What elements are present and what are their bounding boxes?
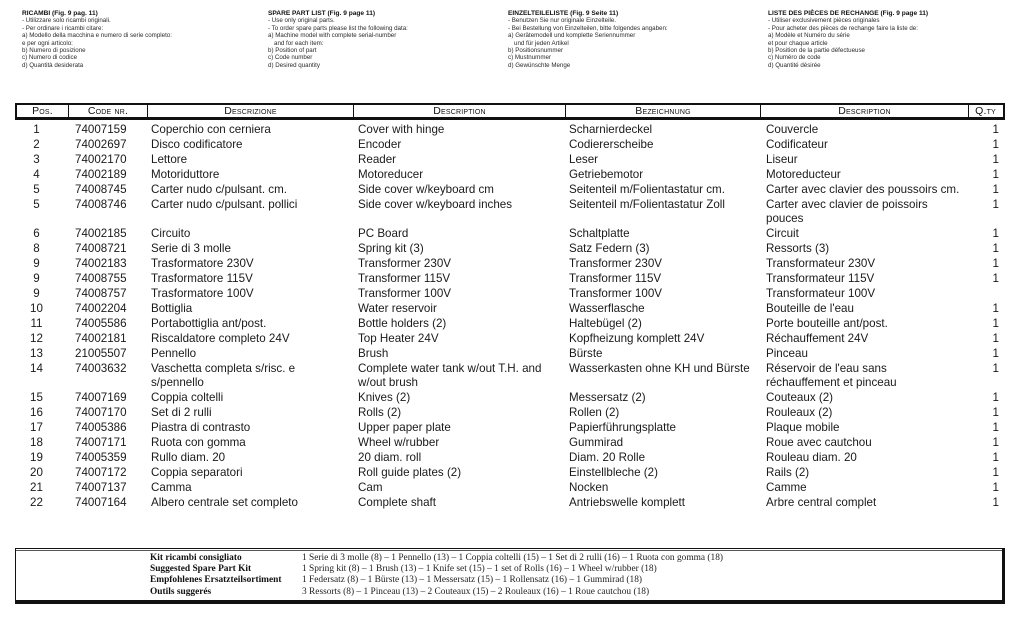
- cell-description-fr: Porte bouteille ant/post.: [766, 316, 888, 330]
- notes-line: a) Machine model with complete serial-number: [268, 32, 397, 40]
- cell-descrizione: Circuito: [151, 227, 191, 241]
- header-qty: Q.ty: [975, 105, 996, 117]
- cell-descrizione: Motoriduttore: [151, 167, 220, 181]
- notes-line: und für jeden Artikel: [514, 39, 569, 47]
- cell-bezeichnung: Codiererscheibe: [569, 137, 654, 151]
- cell-pos: 9: [33, 257, 40, 271]
- cell-pos: 18: [30, 436, 43, 450]
- notes-line: - Benutzen Sie nur originale Einzelteile.: [508, 17, 617, 25]
- cell-description-fr: Roue avec cautchou: [766, 436, 872, 450]
- notes-line: d) Gewünschte Menge: [508, 61, 571, 69]
- cell-bezeichnung: Satz Federn (3): [569, 242, 650, 256]
- cell-descrizione: Trasformatore 230V: [151, 257, 254, 271]
- cell-descrizione: Carter nudo c/pulsant. pollici: [151, 197, 298, 211]
- notes-english: [268, 10, 408, 69]
- cell-qty: 1: [992, 465, 999, 479]
- table-row: [15, 406, 1005, 421]
- cell-pos: 21: [30, 480, 43, 494]
- cell-code: 74008745: [75, 182, 127, 196]
- cell-descrizione: Trasformatore 100V: [151, 286, 254, 300]
- kit-items: 3 Ressorts (8) – 1 Pinceau (13) – 2 Couteaux (15) – 2 Rouleaux (16) – 1 Roue cautchou (18): [302, 586, 650, 597]
- kit-row: [150, 553, 723, 564]
- notes-line: c) Code number: [268, 54, 313, 62]
- notes-line: c) Mustnummer: [508, 54, 551, 62]
- cell-code: 74002189: [75, 167, 127, 181]
- notes-line: b) Positionsnummer: [508, 47, 564, 55]
- kit-row: [150, 587, 723, 598]
- table-row: [15, 123, 1005, 138]
- cell-description-en: Cover with hinge: [358, 123, 445, 136]
- cell-bezeichnung: Transformer 230V: [569, 257, 662, 271]
- cell-descrizione: Riscaldatore completo 24V: [151, 331, 290, 345]
- cell-descrizione: Coperchio con cerniera: [151, 123, 271, 136]
- notes-title-italian: RICAMBI (Fig. 9 pag. 11): [22, 10, 98, 17]
- cell-code: 74007171: [75, 436, 127, 450]
- cell-qty: 1: [992, 152, 999, 166]
- notes-german: [508, 10, 668, 69]
- cell-description-fr: Liseur: [766, 152, 798, 166]
- cell-code: 74007137: [75, 480, 127, 494]
- cell-bezeichnung: Bürste: [569, 346, 603, 360]
- cell-qty: 1: [992, 361, 999, 375]
- kit-list: [150, 553, 723, 598]
- header-descrizione: Descrizione: [148, 105, 354, 117]
- kit-top-rule: [16, 550, 1002, 551]
- table-row: [15, 168, 1005, 183]
- table-row: [15, 242, 1005, 257]
- notes-line: - Utilizzare solo ricambi originali.: [22, 17, 111, 25]
- cell-description-en: Reader: [358, 152, 397, 166]
- cell-bezeichnung: Wasserflasche: [569, 301, 645, 315]
- notes-line: et pour chaque article: [768, 39, 828, 47]
- table-row: [15, 421, 1005, 436]
- cell-pos: 10: [30, 301, 43, 315]
- cell-description-fr: Camme: [766, 480, 807, 494]
- notes-line: - To order spare parts please list the following data:: [268, 24, 408, 32]
- cell-bezeichnung: Seitenteil m/Folientastatur cm.: [569, 182, 725, 196]
- cell-pos: 20: [30, 465, 43, 479]
- cell-descrizione: Bottiglia: [151, 301, 193, 315]
- cell-qty: 1: [992, 182, 999, 196]
- cell-description-fr: Carter avec clavier de poissoirs pouces: [766, 197, 928, 226]
- kit-items: 1 Spring kit (8) – 1 Brush (13) – 1 Knife set (15) – 1 set of Rolls (16) – 1 Wheel w/rubber (18): [302, 564, 657, 575]
- spare-parts-table: [15, 103, 1005, 511]
- table-row: [15, 496, 1005, 511]
- cell-qty: [968, 287, 1005, 302]
- cell-descrizione: Camma: [151, 480, 192, 494]
- cell-code: 74003632: [75, 361, 127, 375]
- cell-qty: 1: [992, 450, 999, 464]
- cell-description-en: Water reservoir: [358, 301, 437, 315]
- cell-qty: 1: [992, 227, 999, 241]
- cell-qty: 1: [992, 346, 999, 360]
- cell-pos: 9: [33, 272, 40, 286]
- notes-line: a) Modello della macchina e numero di serie completo:: [22, 32, 172, 40]
- notes-title-english: SPARE PART LIST (Fig. 9 page 11): [268, 10, 376, 17]
- cell-bezeichnung: Leser: [569, 152, 599, 166]
- notes-title-german: EINZELTEILELISTE (Fig. 9 Seite 11): [508, 10, 619, 17]
- cell-qty: 1: [992, 331, 999, 345]
- kit-items: 1 Serie di 3 molle (8) – 1 Pennello (13) – 1 Coppia coltelli (15) – 1 Set di 2 rulli (16) – 1 Ruota con gomma (18): [302, 553, 724, 563]
- cell-pos: 12: [30, 331, 43, 345]
- cell-qty: 1: [992, 391, 999, 405]
- cell-description-en: PC Board: [358, 227, 409, 241]
- cell-description-en: Transformer 100V: [358, 286, 451, 300]
- cell-description-en: Spring kit (3): [358, 242, 424, 256]
- notes-line: b) Numero di posizione: [22, 47, 86, 55]
- table-row: [15, 347, 1005, 362]
- table-row: [15, 227, 1005, 242]
- cell-bezeichnung: Antriebswelle komplett: [569, 495, 685, 509]
- table-body: [15, 123, 1005, 511]
- notes-line: - Utiliser exclusivement pièces originales: [768, 17, 880, 25]
- cell-code: 74002204: [75, 301, 127, 315]
- cell-pos: 3: [33, 152, 40, 166]
- cell-description-fr: Carter avec clavier des poussoirs cm.: [766, 182, 960, 196]
- kit-row: [150, 575, 723, 586]
- cell-description-fr: Pinceau: [766, 346, 808, 360]
- table-row: [15, 272, 1005, 287]
- cell-qty: 1: [992, 480, 999, 494]
- notes-line: c) Numéro de code: [768, 54, 821, 62]
- cell-description-fr: Rails (2): [766, 465, 810, 479]
- cell-bezeichnung: Papierführungsplatte: [569, 421, 676, 435]
- cell-bezeichnung: Wasserkasten ohne KH und Bürste: [569, 361, 750, 375]
- kit-label: Suggested Spare Part Kit: [150, 564, 252, 575]
- cell-descrizione: Trasformatore 115V: [151, 272, 253, 286]
- notes-line: b) Position de la partie défectueuse: [768, 47, 865, 55]
- cell-pos: 4: [33, 167, 40, 181]
- cell-bezeichnung: Schaltplatte: [569, 227, 630, 241]
- cell-description-en: Side cover w/keyboard cm: [358, 182, 494, 196]
- cell-pos: 9: [33, 286, 40, 300]
- table-row: [15, 391, 1005, 406]
- cell-descrizione: Rullo diam. 20: [151, 450, 226, 464]
- kit-items: 1 Federsatz (8) – 1 Bürste (13) – 1 Messersatz (15) – 1 Rollensatz (16) – 1 Gummirad (18): [302, 575, 643, 586]
- cell-descrizione: Lettore: [151, 152, 188, 166]
- table-row: [15, 436, 1005, 451]
- cell-pos: 17: [30, 421, 43, 435]
- cell-pos: 2: [33, 137, 40, 151]
- cell-description-fr: Couvercle: [766, 123, 819, 136]
- cell-description-fr: Couteaux (2): [766, 391, 834, 405]
- cell-bezeichnung: Getriebemotor: [569, 167, 644, 181]
- header-pos: Pos.: [17, 105, 69, 117]
- notes-line: d) Desired quantity: [268, 61, 320, 69]
- cell-bezeichnung: Transformer 115V: [569, 272, 662, 286]
- notes-line: b) Position of part: [268, 47, 317, 55]
- cell-pos: 5: [33, 197, 40, 211]
- cell-descrizione: Vaschetta completa s/risc. e s/pennello: [151, 361, 296, 390]
- notes-line: d) Quantità desiderata: [22, 61, 84, 69]
- cell-qty: 1: [992, 123, 999, 136]
- notes-line: a) Gerätemodell und komplette Seriennummer: [508, 32, 636, 40]
- cell-pos: 8: [33, 242, 40, 256]
- cell-description-en: Side cover w/keyboard inches: [358, 197, 513, 211]
- cell-description-fr: Arbre central complet: [766, 495, 877, 509]
- cell-description-fr: Circuit: [766, 227, 799, 241]
- cell-pos: 13: [30, 346, 43, 360]
- table-row: [15, 302, 1005, 317]
- notes-line: e per ogni articolo:: [22, 39, 73, 47]
- cell-qty: 1: [992, 272, 999, 286]
- cell-description-en: Rolls (2): [358, 406, 402, 420]
- notes-line: - Per ordinare i ricambi citare:: [22, 24, 104, 32]
- cell-description-en: Transformer 115V: [358, 272, 451, 286]
- cell-descrizione: Serie di 3 molle: [151, 242, 231, 256]
- cell-description-en: Roll guide plates (2): [358, 465, 462, 479]
- cell-description-fr: Codificateur: [766, 137, 828, 151]
- cell-description-en: Wheel w/rubber: [358, 436, 440, 450]
- cell-qty: 1: [992, 197, 999, 211]
- cell-code: 21005507: [75, 346, 127, 360]
- cell-code: 74002170: [75, 152, 127, 166]
- cell-pos: 6: [33, 227, 40, 241]
- cell-description-en: Transformer 230V: [358, 257, 451, 271]
- cell-description-en: Upper paper plate: [358, 421, 451, 435]
- table-row: [15, 332, 1005, 347]
- notes-line: d) Quantité désirée: [768, 61, 821, 69]
- cell-qty: 1: [992, 316, 999, 330]
- cell-description-en: Complete shaft: [358, 495, 436, 509]
- cell-code: 74008721: [75, 242, 127, 256]
- cell-description-fr: Bouteille de l'eau: [766, 301, 854, 315]
- cell-description-fr: Transformateur 230V: [766, 257, 876, 271]
- cell-descrizione: Carter nudo c/pulsant. cm.: [151, 182, 287, 196]
- notes-line: - Use only original parts.: [268, 17, 335, 25]
- cell-code: 74007159: [75, 123, 127, 136]
- kit-label: Kit ricambi consigliato: [150, 553, 242, 563]
- table-row: [15, 257, 1005, 272]
- cell-descrizione: Albero centrale set completo: [151, 495, 298, 509]
- cell-description-fr: Rouleau diam. 20: [766, 450, 857, 464]
- cell-pos: 5: [33, 182, 40, 196]
- header-description-en: Description: [354, 105, 566, 117]
- cell-pos: 16: [30, 406, 43, 420]
- table-row: [15, 362, 1005, 392]
- notes-french: [768, 10, 928, 69]
- cell-bezeichnung: Gummirad: [569, 436, 624, 450]
- cell-qty: 1: [992, 495, 999, 509]
- cell-description-en: Cam: [358, 480, 383, 494]
- cell-qty: 1: [992, 257, 999, 271]
- cell-code: 74008746: [75, 197, 127, 211]
- cell-description-en: Bottle holders (2): [358, 316, 447, 330]
- cell-description-fr: Réservoir de l'eau sans réchauffement et pinceau: [766, 361, 897, 390]
- cell-bezeichnung: Messersatz (2): [569, 391, 646, 405]
- suggested-kit-box: [15, 548, 1005, 604]
- cell-description-en: Top Heater 24V: [358, 331, 439, 345]
- cell-descrizione: Coppia separatori: [151, 465, 243, 479]
- cell-description-fr: Transformateur 100V: [766, 286, 876, 300]
- cell-descrizione: Coppia coltelli: [151, 391, 224, 405]
- cell-bezeichnung: Haltebügel (2): [569, 316, 642, 330]
- cell-code: 74008757: [75, 286, 127, 300]
- cell-code: 74002181: [75, 331, 127, 345]
- cell-code: 74005586: [75, 316, 127, 330]
- cell-bezeichnung: Transformer 100V: [569, 286, 662, 300]
- kit-label: Outils suggerés: [150, 586, 212, 597]
- cell-bezeichnung: Nocken: [569, 480, 609, 494]
- notes-line: and for each item:: [274, 39, 324, 47]
- cell-bezeichnung: Kopfheizung komplett 24V: [569, 331, 705, 345]
- cell-descrizione: Pennello: [151, 346, 197, 360]
- cell-qty: 1: [992, 436, 999, 450]
- cell-description-fr: Réchauffement 24V: [766, 331, 869, 345]
- table-row: [15, 153, 1005, 168]
- cell-description-en: Motoreducer: [358, 167, 424, 181]
- header-bezeichnung: Bezeichnung: [566, 105, 761, 117]
- cell-code: 74008755: [75, 272, 127, 286]
- cell-code: 74005359: [75, 450, 127, 464]
- table-header: [15, 103, 1005, 120]
- cell-description-fr: Rouleaux (2): [766, 406, 833, 420]
- table-row: [15, 451, 1005, 466]
- notes-line: - Pour acheter des pièces de rechange faire la liste de:: [768, 24, 918, 32]
- cell-description-en: 20 diam. roll: [358, 450, 422, 464]
- cell-pos: 14: [30, 361, 43, 375]
- table-row: [15, 317, 1005, 332]
- notes-title-french: LISTE DES PIÈCES DE RECHANGE (Fig. 9 page 11): [768, 10, 929, 17]
- cell-code: 74002697: [75, 137, 127, 151]
- cell-code: 74002185: [75, 227, 127, 241]
- cell-bezeichnung: Diam. 20 Rolle: [569, 450, 646, 464]
- header-code: Code nr.: [69, 105, 148, 117]
- table-row: [15, 183, 1005, 198]
- cell-qty: 1: [992, 421, 999, 435]
- notes-italian: [22, 10, 172, 69]
- cell-description-fr: Ressorts (3): [766, 242, 830, 256]
- cell-descrizione: Set di 2 rulli: [151, 406, 212, 420]
- cell-code: 74007169: [75, 391, 127, 405]
- notes-line: - Bei Bestellung von Einzelteilen, bitte folgendes angaben:: [508, 24, 668, 32]
- notes-line: c) Numero di codice: [22, 54, 78, 62]
- table-row: [15, 466, 1005, 481]
- table-row: [15, 198, 1005, 228]
- cell-code: 74005386: [75, 421, 127, 435]
- cell-qty: 1: [992, 167, 999, 181]
- notes-line: a) Modèle et Numéro du série: [768, 32, 850, 40]
- cell-bezeichnung: Seitenteil m/Folientastatur Zoll: [569, 197, 725, 211]
- cell-description-en: Brush: [358, 346, 389, 360]
- kit-row: [150, 564, 723, 575]
- cell-pos: 22: [30, 495, 43, 509]
- cell-description-en: Encoder: [358, 137, 402, 151]
- cell-pos: 1: [33, 123, 40, 136]
- cell-qty: 1: [992, 137, 999, 151]
- table-row: [15, 138, 1005, 153]
- cell-description-fr: Plaque mobile: [766, 421, 840, 435]
- cell-description-fr: Motoreducteur: [766, 167, 841, 181]
- table-row: [15, 481, 1005, 496]
- cell-description-en: Knives (2): [358, 391, 411, 405]
- cell-descrizione: Ruota con gomma: [151, 436, 246, 450]
- cell-bezeichnung: Rollen (2): [569, 406, 620, 420]
- cell-code: 74007170: [75, 406, 127, 420]
- cell-bezeichnung: Einstellbleche (2): [569, 465, 658, 479]
- cell-code: 74002183: [75, 257, 127, 271]
- cell-descrizione: Disco codificatore: [151, 137, 243, 151]
- cell-qty: 1: [992, 242, 999, 256]
- cell-descrizione: Portabottiglia ant/post.: [151, 316, 267, 330]
- cell-qty: 1: [992, 301, 999, 315]
- cell-description-fr: Transformateur 115V: [766, 272, 875, 286]
- cell-code: 74007164: [75, 495, 127, 509]
- cell-descrizione: Piastra di contrasto: [151, 421, 251, 435]
- cell-pos: 19: [30, 450, 43, 464]
- table-row: [15, 287, 1005, 302]
- cell-description-en: Complete water tank w/out T.H. and w/out brush: [358, 361, 542, 390]
- cell-bezeichnung: Scharnierdeckel: [569, 123, 653, 136]
- cell-pos: 15: [30, 391, 43, 405]
- cell-code: 74007172: [75, 465, 127, 479]
- kit-label: Empfohlenes Ersatzteilsortiment: [150, 575, 282, 586]
- cell-pos: 11: [30, 316, 43, 330]
- header-description-fr: Description: [761, 105, 969, 117]
- cell-qty: 1: [992, 406, 999, 420]
